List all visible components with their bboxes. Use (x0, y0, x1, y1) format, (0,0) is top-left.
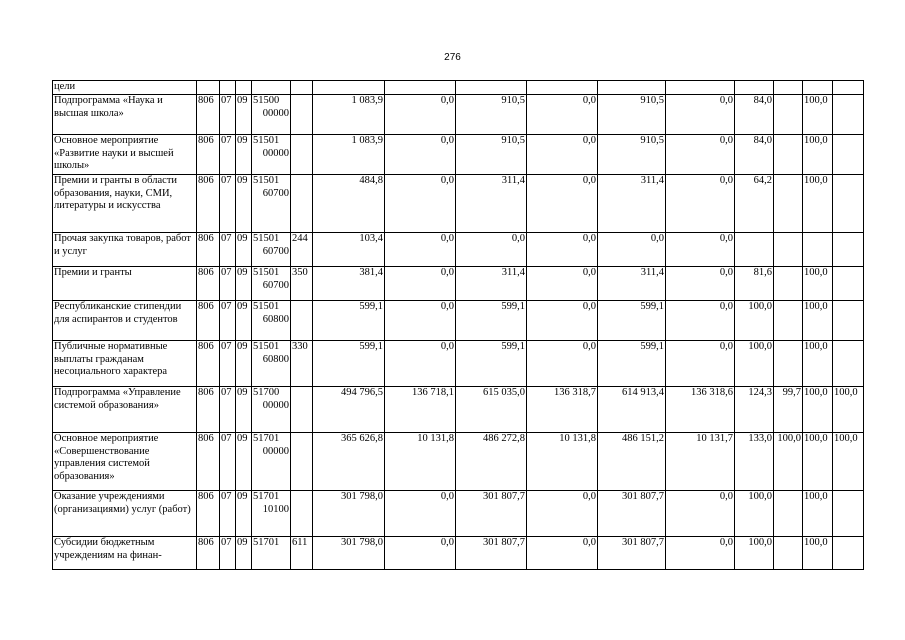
expense-type-code (291, 433, 313, 491)
section-code: 07 (220, 491, 236, 537)
value-3: 301 807,7 (456, 537, 527, 570)
target-article-code: 51701 10100 (252, 491, 291, 537)
subsection-code: 09 (236, 433, 252, 491)
table-row (53, 135, 864, 175)
value-1: 301 798,0 (313, 537, 385, 570)
value-1: 494 796,5 (313, 387, 385, 433)
value-2: 0,0 (385, 301, 456, 341)
target-article-code: 51700 00000 (252, 387, 291, 433)
table-row (53, 95, 864, 135)
row-name: Основное мероприятие «Развитие науки и высшей школы» (53, 135, 197, 175)
value-5: 311,4 (598, 267, 666, 301)
subsection-code: 09 (236, 135, 252, 175)
subsection-code: 09 (236, 341, 252, 387)
target-article-code: 51501 60800 (252, 301, 291, 341)
value-2: 136 718,1 (385, 387, 456, 433)
percent-1: 81,6 (735, 267, 774, 301)
percent-2: 100,0 (774, 433, 803, 491)
section-code: 07 (220, 233, 236, 267)
expense-type-code: 244 (291, 233, 313, 267)
table-row (53, 433, 864, 491)
value-3: 486 272,8 (456, 433, 527, 491)
value-5: 599,1 (598, 301, 666, 341)
expense-type-code (291, 135, 313, 175)
percent-4 (833, 233, 864, 267)
value-4: 10 131,8 (527, 433, 598, 491)
percent-1: 100,0 (735, 341, 774, 387)
value-4: 0,0 (527, 95, 598, 135)
value-3: 910,5 (456, 135, 527, 175)
percent-1: 124,3 (735, 387, 774, 433)
percent-4 (833, 537, 864, 570)
percent-4 (833, 95, 864, 135)
value-2: 0,0 (385, 233, 456, 267)
percent-2 (774, 341, 803, 387)
table-row (53, 175, 864, 233)
percent-1: 100,0 (735, 537, 774, 570)
value-3: 301 807,7 (456, 491, 527, 537)
expense-type-code (291, 491, 313, 537)
percent-3: 100,0 (803, 433, 833, 491)
row-name: Республиканские стипендии для аспирантов и студентов (53, 301, 197, 341)
ved-code: 806 (197, 175, 220, 233)
target-article-code: 51500 00000 (252, 95, 291, 135)
percent-1: 100,0 (735, 491, 774, 537)
expense-type-code (291, 175, 313, 233)
percent-2 (774, 175, 803, 233)
target-article-code: 51501 60700 (252, 233, 291, 267)
ved-code: 806 (197, 491, 220, 537)
value-5: 301 807,7 (598, 491, 666, 537)
value-6: 0,0 (666, 537, 735, 570)
value-1: 381,4 (313, 267, 385, 301)
target-article-code: 51501 60700 (252, 267, 291, 301)
section-code: 07 (220, 433, 236, 491)
value-2: 0,0 (385, 491, 456, 537)
ved-code: 806 (197, 341, 220, 387)
value-2: 0,0 (385, 175, 456, 233)
percent-1: 84,0 (735, 95, 774, 135)
percent-3: 100,0 (803, 491, 833, 537)
value-5: 486 151,2 (598, 433, 666, 491)
value-4: 0,0 (527, 135, 598, 175)
value-5: 301 807,7 (598, 537, 666, 570)
value-4: 0,0 (527, 233, 598, 267)
percent-2 (774, 233, 803, 267)
expense-type-code: 350 (291, 267, 313, 301)
subsection-code: 09 (236, 387, 252, 433)
value-6: 0,0 (666, 341, 735, 387)
section-code: 07 (220, 537, 236, 570)
value-6: 0,0 (666, 233, 735, 267)
section-code: 07 (220, 301, 236, 341)
ved-code: 806 (197, 537, 220, 570)
percent-3: 100,0 (803, 175, 833, 233)
percent-3: 100,0 (803, 537, 833, 570)
target-article-code: 51501 60700 (252, 175, 291, 233)
value-6: 0,0 (666, 135, 735, 175)
value-1: 365 626,8 (313, 433, 385, 491)
row-name: Субсидии бюджетным учреждениям на финан- (53, 537, 197, 570)
value-5: 910,5 (598, 95, 666, 135)
value-6: 0,0 (666, 175, 735, 233)
value-1: 103,4 (313, 233, 385, 267)
percent-1 (735, 233, 774, 267)
target-article-code: 51501 60800 (252, 341, 291, 387)
value-5: 311,4 (598, 175, 666, 233)
ved-code: 806 (197, 267, 220, 301)
value-2: 10 131,8 (385, 433, 456, 491)
row-name: Подпрограмма «Наука и высшая школа» (53, 95, 197, 135)
value-4: 0,0 (527, 267, 598, 301)
ved-code: 806 (197, 387, 220, 433)
section-code: 07 (220, 341, 236, 387)
percent-3 (803, 233, 833, 267)
value-6: 0,0 (666, 95, 735, 135)
value-3: 0,0 (456, 233, 527, 267)
percent-4: 100,0 (833, 433, 864, 491)
table-row (53, 301, 864, 341)
value-2: 0,0 (385, 135, 456, 175)
section-code: 07 (220, 267, 236, 301)
value-3: 311,4 (456, 267, 527, 301)
ved-code: 806 (197, 301, 220, 341)
value-6: 10 131,7 (666, 433, 735, 491)
target-article-code: 51501 00000 (252, 135, 291, 175)
percent-1: 84,0 (735, 135, 774, 175)
percent-1: 133,0 (735, 433, 774, 491)
expense-type-code (291, 387, 313, 433)
value-4: 0,0 (527, 175, 598, 233)
row-name: Оказание учреждениями (организациями) услуг (работ) (53, 491, 197, 537)
budget-table (52, 80, 864, 570)
subsection-code: 09 (236, 95, 252, 135)
page-number: 276 (444, 52, 461, 63)
table-row (53, 81, 864, 95)
value-2: 0,0 (385, 267, 456, 301)
row-name: Подпрограмма «Управление системой образования» (53, 387, 197, 433)
ved-code: 806 (197, 233, 220, 267)
percent-2: 99,7 (774, 387, 803, 433)
subsection-code: 09 (236, 301, 252, 341)
value-4: 136 318,7 (527, 387, 598, 433)
percent-4 (833, 491, 864, 537)
value-3: 311,4 (456, 175, 527, 233)
row-name: цели (53, 81, 197, 95)
value-4: 0,0 (527, 301, 598, 341)
value-2: 0,0 (385, 537, 456, 570)
value-3: 599,1 (456, 301, 527, 341)
percent-1: 64,2 (735, 175, 774, 233)
value-3: 599,1 (456, 341, 527, 387)
percent-2 (774, 95, 803, 135)
percent-4 (833, 301, 864, 341)
row-name: Премии и гранты в области образования, науки, СМИ, литературы и искусства (53, 175, 197, 233)
value-5: 0,0 (598, 233, 666, 267)
value-5: 910,5 (598, 135, 666, 175)
ved-code: 806 (197, 95, 220, 135)
target-article-code: 51701 (252, 537, 291, 570)
value-2: 0,0 (385, 95, 456, 135)
percent-2 (774, 491, 803, 537)
percent-4 (833, 341, 864, 387)
section-code: 07 (220, 95, 236, 135)
expense-type-code (291, 301, 313, 341)
value-4: 0,0 (527, 491, 598, 537)
percent-2 (774, 135, 803, 175)
value-6: 0,0 (666, 301, 735, 341)
section-code: 07 (220, 135, 236, 175)
value-1: 484,8 (313, 175, 385, 233)
subsection-code: 09 (236, 537, 252, 570)
value-6: 136 318,6 (666, 387, 735, 433)
table-row (53, 341, 864, 387)
row-name: Прочая закупка товаров, работ и услуг (53, 233, 197, 267)
value-1: 1 083,9 (313, 135, 385, 175)
section-code: 07 (220, 175, 236, 233)
expense-type-code: 611 (291, 537, 313, 570)
percent-3: 100,0 (803, 267, 833, 301)
subsection-code: 09 (236, 175, 252, 233)
ved-code: 806 (197, 135, 220, 175)
percent-1: 100,0 (735, 301, 774, 341)
ved-code: 806 (197, 433, 220, 491)
value-6: 0,0 (666, 491, 735, 537)
table-row (53, 387, 864, 433)
percent-4 (833, 175, 864, 233)
subsection-code: 09 (236, 491, 252, 537)
percent-3: 100,0 (803, 341, 833, 387)
target-article-code: 51701 00000 (252, 433, 291, 491)
expense-type-code (291, 95, 313, 135)
table-row (53, 491, 864, 537)
percent-2 (774, 267, 803, 301)
value-2: 0,0 (385, 341, 456, 387)
value-1: 301 798,0 (313, 491, 385, 537)
percent-3: 100,0 (803, 387, 833, 433)
percent-4 (833, 267, 864, 301)
value-5: 614 913,4 (598, 387, 666, 433)
value-1: 599,1 (313, 341, 385, 387)
percent-4 (833, 135, 864, 175)
percent-3: 100,0 (803, 95, 833, 135)
expense-type-code: 330 (291, 341, 313, 387)
row-name: Основное мероприятие «Совершенствование управления системой образования» (53, 433, 197, 491)
table-row (53, 233, 864, 267)
value-3: 615 035,0 (456, 387, 527, 433)
table-row (53, 267, 864, 301)
row-name: Публичные нормативные выплаты гражданам несоциального характера (53, 341, 197, 387)
section-code: 07 (220, 387, 236, 433)
value-3: 910,5 (456, 95, 527, 135)
subsection-code: 09 (236, 267, 252, 301)
percent-4: 100,0 (833, 387, 864, 433)
percent-3: 100,0 (803, 301, 833, 341)
percent-2 (774, 301, 803, 341)
percent-2 (774, 537, 803, 570)
row-name: Премии и гранты (53, 267, 197, 301)
value-4: 0,0 (527, 537, 598, 570)
value-1: 599,1 (313, 301, 385, 341)
subsection-code: 09 (236, 233, 252, 267)
percent-3: 100,0 (803, 135, 833, 175)
value-4: 0,0 (527, 341, 598, 387)
value-6: 0,0 (666, 267, 735, 301)
value-5: 599,1 (598, 341, 666, 387)
table-row (53, 537, 864, 570)
value-1: 1 083,9 (313, 95, 385, 135)
